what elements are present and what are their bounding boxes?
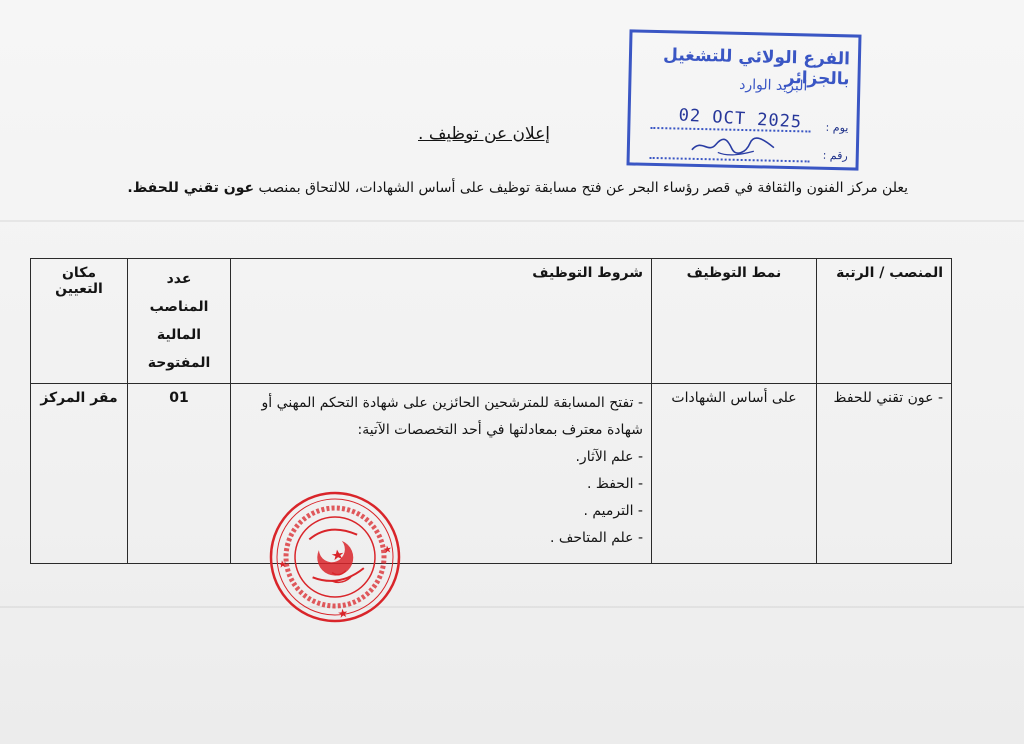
stamp-day-label: يوم : xyxy=(825,120,849,135)
svg-text:★: ★ xyxy=(382,544,393,557)
header-conditions: شروط التوظيف xyxy=(231,259,652,384)
cell-mode: على أساس الشهادات xyxy=(652,384,817,564)
paper-fold xyxy=(0,220,1024,222)
cell-rank: - عون تقني للحفظ xyxy=(817,384,952,564)
stamp-incoming-label: البريد الوارد xyxy=(739,76,808,95)
handwritten-number-icon xyxy=(688,132,779,160)
condition-line: - علم المتاحف . xyxy=(549,530,643,546)
intro-post-name: عون تقني للحفظ. xyxy=(127,180,255,196)
header-count-line: المفتوحة xyxy=(147,355,211,371)
received-mail-stamp xyxy=(626,29,861,170)
stamp-number-label: رقم : xyxy=(822,148,848,163)
condition-line: - تفتح المسابقة للمترشحين الحائزين على شهادة التحكم المهني أو xyxy=(261,395,643,411)
document-title: إعلان عن توظيف . xyxy=(418,124,550,144)
official-seal-icon xyxy=(259,481,410,632)
cell-place: مقر المركز xyxy=(31,384,128,564)
svg-text:★: ★ xyxy=(336,605,350,622)
header-rank: المنصب / الرتبة xyxy=(817,259,952,384)
condition-line: - الترميم . xyxy=(583,503,643,519)
intro-paragraph xyxy=(100,180,908,196)
header-count-line: المالية xyxy=(156,327,202,343)
condition-line: شهادة معترف بمعادلتها في أحد التخصصات الآتية: xyxy=(357,422,643,438)
table-header-row xyxy=(31,259,952,384)
condition-line: - الحفظ . xyxy=(587,476,643,492)
header-count-line: المناصب xyxy=(149,299,209,315)
svg-text:★: ★ xyxy=(277,558,288,571)
header-count-line: عدد xyxy=(166,271,192,287)
positions-table xyxy=(30,258,952,564)
stamp-office-name: الفرع الولائي للتشغيل بالجزائر xyxy=(662,45,851,90)
cell-count: 01 xyxy=(128,384,231,564)
header-mode: نمط التوظيف xyxy=(652,259,817,384)
condition-line: - علم الآثار. xyxy=(575,449,643,465)
header-count xyxy=(128,259,231,384)
paper-fold xyxy=(0,606,1024,608)
stamp-date: 02 OCT 2025 xyxy=(678,105,803,133)
table-row xyxy=(31,384,952,564)
intro-text: يعلن مركز الفنون والثقافة في قصر رؤساء البحر عن فتح مسابقة توظيف على أساس الشهادات، للالتحاق بمنصب xyxy=(258,180,908,196)
header-place: مكان التعيين xyxy=(31,259,128,384)
